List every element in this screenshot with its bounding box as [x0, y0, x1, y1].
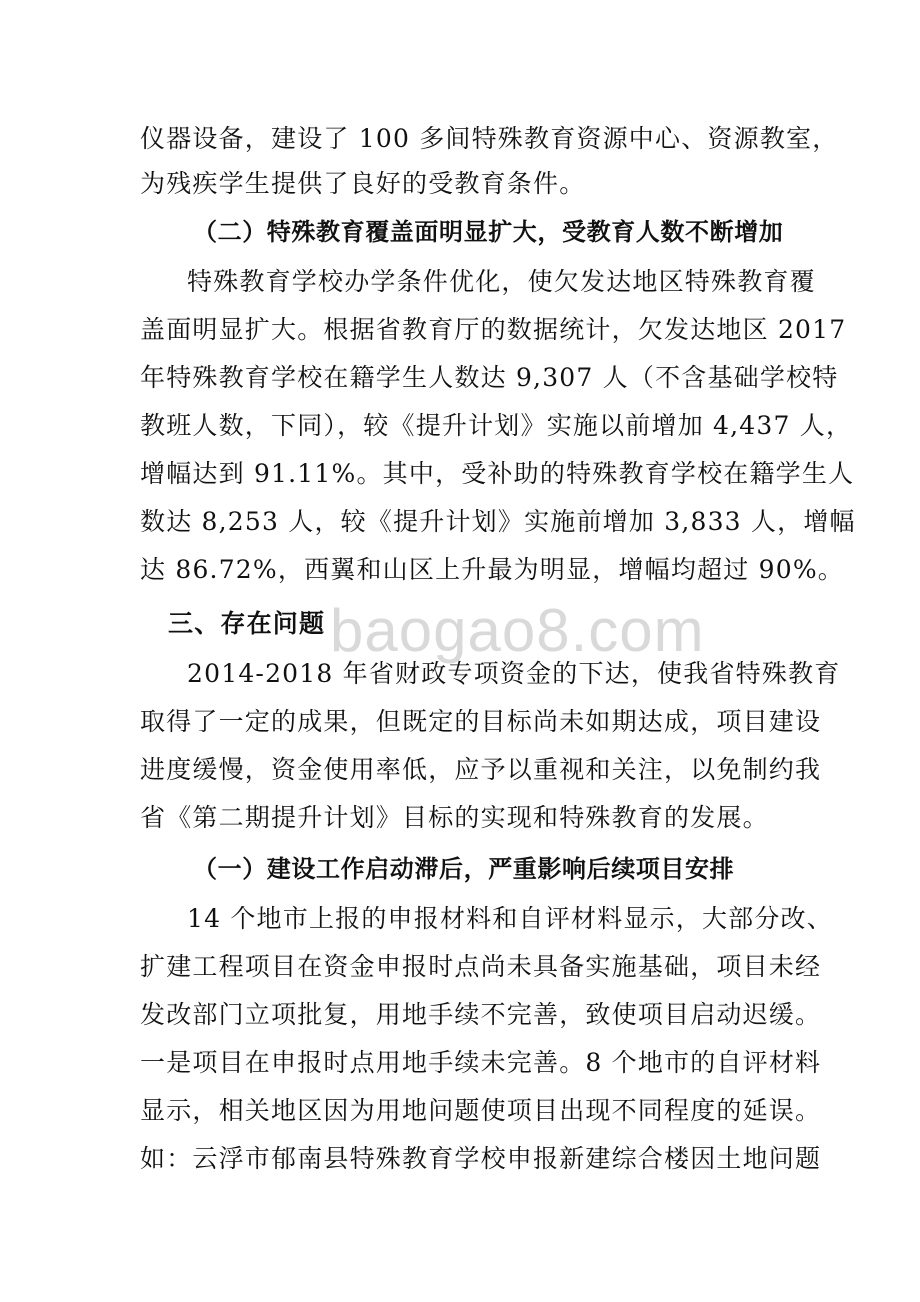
paragraph-line: 14 个地市上报的申报材料和自评材料显示，大部分改、	[187, 904, 833, 933]
paragraph-line: 仪器设备，建设了 100 多间特殊教育资源中心、资源教室，	[140, 124, 839, 153]
paragraph-line: 特殊教育学校办学条件优化，使欠发达地区特殊教育覆	[187, 267, 816, 296]
paragraph-line: 数达 8,253 人，较《提升计划》实施前增加 3,833 人，增幅	[140, 507, 856, 536]
subsection-heading-2: （二）特殊教育覆盖面明显扩大，受教育人数不断增加	[193, 218, 784, 246]
paragraph-line: 扩建工程项目在资金申报时点尚未具备实施基础，项目未经	[140, 952, 822, 981]
paragraph-line: 为残疾学生提供了良好的受教育条件。	[140, 169, 586, 198]
paragraph-line: 一是项目在申报时点用地手续未完善。8 个地市的自评材料	[140, 1048, 822, 1077]
paragraph-line: 2014-2018 年省财政专项资金的下达，使我省特殊教育	[187, 659, 841, 688]
paragraph-line: 取得了一定的成果，但既定的目标尚未如期达成，项目建设	[140, 707, 822, 736]
watermark: baogao8.com	[330, 597, 705, 664]
paragraph-line: 增幅达到 91.11%。其中，受补助的特殊教育学校在籍学生人	[140, 459, 855, 488]
paragraph-line: 教班人数，下同），较《提升计划》实施以前增加 4,437 人，	[140, 411, 853, 440]
section-heading-3: 三、存在问题	[168, 609, 326, 638]
paragraph-line: 发改部门立项批复，用地手续不完善，致使项目启动迟缓。	[140, 1000, 822, 1029]
paragraph-line: 显示，相关地区因为用地问题使项目出现不同程度的延误。	[140, 1096, 822, 1125]
paragraph-line: 进度缓慢，资金使用率低，应予以重视和关注，以免制约我	[140, 755, 822, 784]
subsection-heading-1: （一）建设工作启动滞后，严重影响后续项目安排	[193, 855, 735, 883]
paragraph-line: 如：云浮市郁南县特殊教育学校申报新建综合楼因土地问题	[140, 1144, 822, 1173]
paragraph-line: 盖面明显扩大。根据省教育厅的数据统计，欠发达地区 2017	[140, 315, 847, 344]
paragraph-line: 年特殊教育学校在籍学生人数达 9,307 人（不含基础学校特	[140, 363, 839, 392]
paragraph-line: 省《第二期提升计划》目标的实现和特殊教育的发展。	[140, 803, 769, 832]
paragraph-line: 达 86.72%，西翼和山区上升最为明显，增幅均超过 90%。	[140, 555, 844, 584]
